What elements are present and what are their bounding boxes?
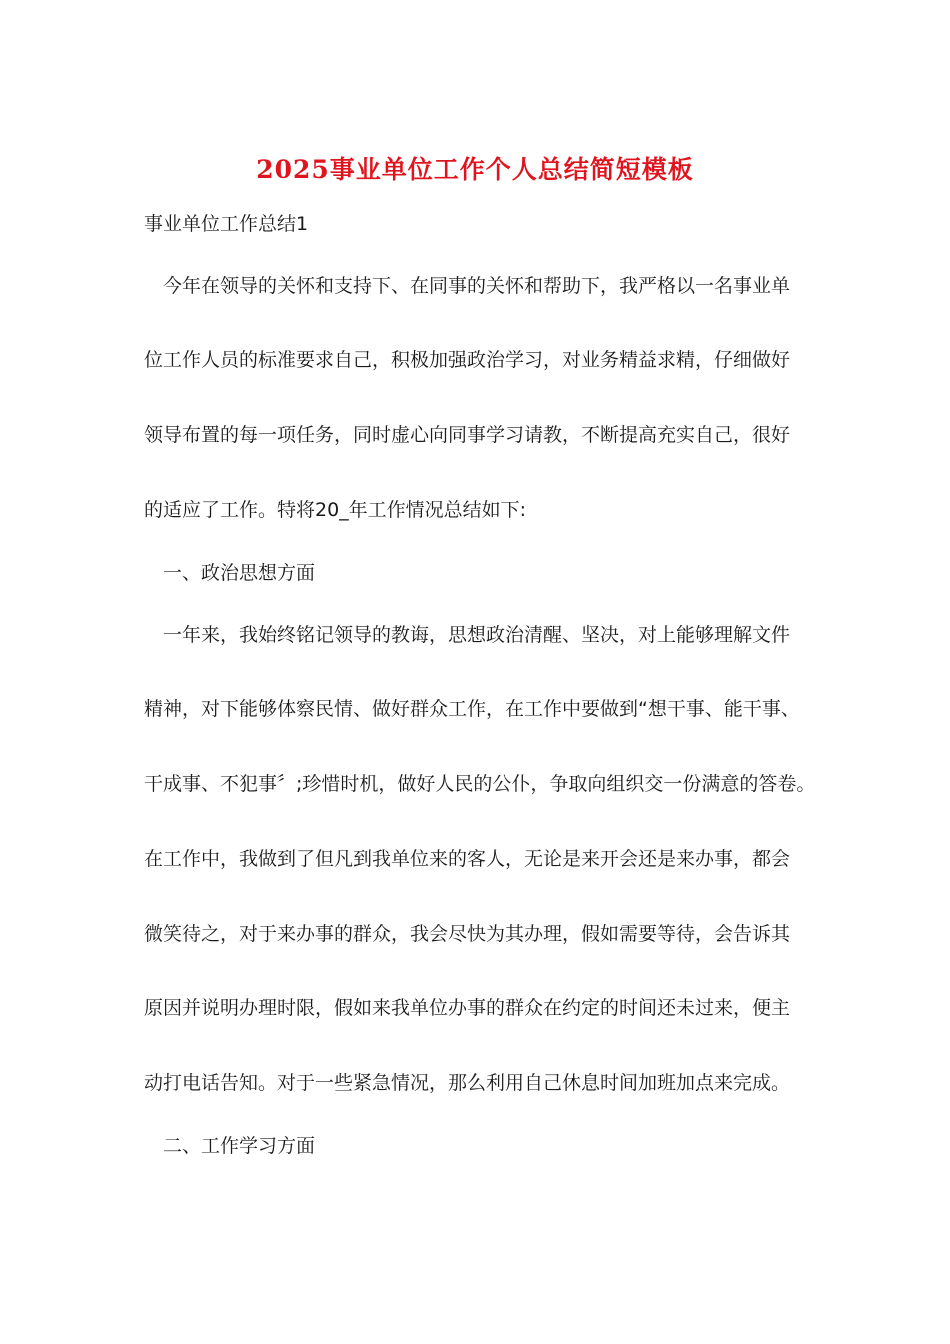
- section-heading: 二、工作学习方面: [163, 1135, 316, 1157]
- paragraph-line: 干成事、不犯事〞;珍惜时机，做好人民的公仆，争取向组织交一份满意的答卷。: [144, 773, 816, 795]
- paragraph-line: 微笑待之，对于来办事的群众，我会尽快为其办理，假如需要等待，会告诉其: [144, 923, 791, 945]
- paragraph-line: 领导布置的每一项任务，同时虚心向同事学习请教，不断提高充实自己，很好: [144, 424, 791, 446]
- paragraph-line: 精神，对下能够体察民情、做好群众工作，在工作中要做到“想干事、能干事、: [144, 698, 800, 720]
- paragraph-line: 在工作中，我做到了但凡到我单位来的客人，无论是来开会还是来办事，都会: [144, 848, 791, 870]
- document-title: 2025事业单位工作个人总结简短模板: [256, 155, 694, 184]
- paragraph-line: 位工作人员的标准要求自己，积极加强政治学习，对业务精益求精，仔细做好: [144, 349, 791, 371]
- paragraph-line: 原因并说明办理时限，假如来我单位办事的群众在约定的时间还未过来，便主: [144, 997, 791, 1019]
- paragraph-line: 一年来，我始终铭记领导的教诲，思想政治清醒、坚决，对上能够理解文件: [163, 624, 791, 646]
- paragraph-line: 动打电话告知。对于一些紧急情况，那么利用自己休息时间加班加点来完成。: [144, 1072, 791, 1094]
- section-heading: 一、政治思想方面: [163, 562, 316, 584]
- paragraph-line: 的适应了工作。特将20_年工作情况总结如下:: [144, 499, 527, 521]
- paragraph-line: 今年在领导的关怀和支持下、在同事的关怀和帮助下，我严格以一名事业单: [163, 275, 791, 297]
- section-subtitle: 事业单位工作总结1: [144, 213, 309, 235]
